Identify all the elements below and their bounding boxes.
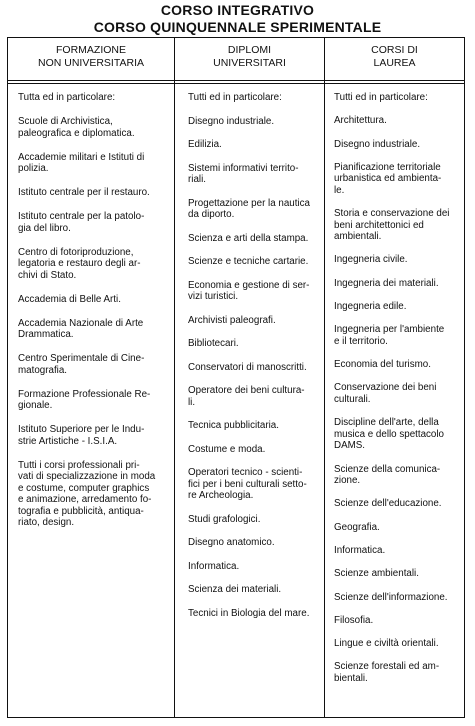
list-item-line: ambientali.: [334, 231, 382, 243]
list-item-line: Operatori tecnico - scienti-: [188, 467, 303, 478]
list-item: [334, 638, 462, 650]
list-item: [334, 278, 462, 290]
list-item: [188, 163, 322, 186]
list-item-line: Archivisti paleografi.: [188, 314, 276, 326]
column-header-line: CORSI DI: [371, 44, 418, 56]
column-header-formazione: [10, 44, 172, 69]
column-header-line: LAUREA: [373, 56, 416, 69]
list-item-line: Informatica.: [188, 560, 240, 572]
list-item: [188, 385, 322, 408]
list-item-line: Scienza dei materiali.: [188, 584, 282, 595]
list-item: [334, 139, 462, 151]
list-item-line: matografia.: [18, 364, 68, 376]
list-item-line: vizi turistici.: [188, 291, 239, 302]
list-item-line: Scienza e arti della stampa.: [188, 232, 309, 244]
list-item-line: Scienze ambientali.: [334, 568, 419, 580]
list-item-line: Costume e moda.: [188, 443, 266, 455]
list-item-line: musica e dello spettacolo: [334, 428, 445, 440]
list-item: [188, 561, 322, 573]
list-item-line: Formazione Professionale Re-: [18, 388, 151, 400]
list-item: [334, 464, 462, 487]
list-item-line: Ingegneria dei materiali.: [334, 277, 439, 289]
list-item-line: Ingegneria edile.: [334, 301, 407, 313]
list-item-line: Accademia Nazionale di Arte: [18, 317, 144, 329]
list-item: [334, 301, 462, 313]
list-item-line: beni architettonici ed: [334, 219, 424, 231]
list-item-line: Tutti ed in particolare:: [188, 92, 282, 103]
list-item-line: chivi di Stato.: [18, 269, 77, 281]
list-item: [18, 152, 168, 175]
list-item: [18, 116, 168, 139]
list-item: [18, 211, 168, 234]
list-item-line: Discipline dell'arte, della: [334, 417, 439, 429]
list-item: [188, 233, 322, 245]
list-item-line: Scienze dell'informazione.: [334, 591, 448, 603]
list-item-line: Accademia di Belle Arti.: [18, 293, 121, 305]
list-item-line: bientali.: [334, 672, 368, 684]
list-item-line: fici per i beni culturali setto-: [188, 478, 307, 490]
list-item: [334, 498, 462, 510]
list-item: [334, 382, 462, 405]
list-item: [188, 256, 322, 268]
list-item: [334, 522, 462, 534]
list-item: [188, 584, 322, 596]
list-item-line: Scienze forestali ed am-: [334, 661, 440, 673]
list-item: [188, 139, 322, 151]
list-item-line: Istituto Superiore per le Indu-: [18, 424, 145, 435]
list-item: [188, 537, 322, 549]
list-item-line: Sistemi informativi territo-: [188, 162, 299, 174]
list-item: [334, 92, 462, 104]
list-item: [334, 568, 462, 580]
list-item-line: Geografia.: [334, 521, 380, 533]
list-item-line: Bibliotecari.: [188, 338, 239, 349]
list-item-line: e animazione, arredamento fo-: [18, 494, 152, 505]
list-item-line: strie Artistiche - I.S.I.A.: [18, 435, 118, 447]
column-diplomi-list: [188, 92, 322, 631]
list-item-line: Ingegneria civile.: [334, 254, 408, 266]
list-item: [334, 417, 462, 452]
list-item-line: gionale.: [18, 400, 53, 411]
list-item-line: Istituto centrale per il restauro.: [18, 187, 150, 198]
list-item: [188, 608, 322, 620]
column-header-line: UNIVERSITARI: [213, 56, 286, 69]
header-divider: [7, 80, 465, 81]
list-item-line: zione.: [334, 475, 361, 487]
list-item-line: da diporto.: [188, 209, 235, 220]
page-subtitle: CORSO QUINQUENNALE SPERIMENTALE: [93, 19, 382, 35]
list-item-line: Tecnici in Biologia del mare.: [188, 607, 310, 619]
list-item: [18, 318, 168, 341]
list-item-line: le.: [334, 184, 345, 196]
column-header-line: DIPLOMI: [227, 44, 272, 56]
list-item-line: Tutti ed in particolare:: [334, 92, 428, 103]
list-item-line: Informatica.: [334, 544, 386, 556]
list-item-line: Scienze dell'educazione.: [334, 498, 442, 510]
list-item-line: Economia del turismo.: [334, 359, 431, 371]
list-item-line: paleografica e diplomatica.: [18, 127, 135, 139]
header-divider-double: [7, 83, 465, 84]
list-item: [334, 359, 462, 371]
page-title: CORSO INTEGRATIVO: [160, 2, 315, 18]
list-item: [18, 92, 168, 104]
list-item: [334, 208, 462, 243]
list-item-line: Architettura.: [334, 115, 387, 127]
list-item-line: Conservatori di manoscritti.: [188, 361, 307, 373]
list-item: [188, 444, 322, 456]
list-item-line: culturali.: [334, 393, 371, 405]
list-item-line: Filosofia.: [334, 614, 374, 626]
column-formazione-list: [18, 92, 168, 541]
list-item-line: Disegno anatomico.: [188, 537, 275, 548]
column-lauree-list: [334, 92, 462, 696]
list-item: [334, 661, 462, 684]
column-divider: [174, 37, 175, 718]
list-item: [188, 362, 322, 374]
list-item-line: vati di specializzazione in moda: [18, 471, 156, 482]
list-item-line: Operatore dei beni cultura-: [188, 385, 305, 396]
list-item-line: Ingegneria per l'ambiente: [334, 324, 445, 336]
list-item: [18, 294, 168, 306]
list-item-line: Conservazione dei beni: [334, 382, 437, 394]
list-item-line: Istituto centrale per la patolo-: [18, 211, 145, 222]
list-item-line: polizia.: [18, 163, 49, 174]
column-header-lauree: [327, 44, 462, 69]
list-item-line: riali.: [188, 174, 206, 185]
list-item-line: li.: [188, 396, 196, 408]
column-header-line: FORMAZIONE: [56, 44, 126, 56]
list-item: [334, 615, 462, 627]
list-item: [188, 420, 322, 432]
list-item-line: Edilizia.: [188, 139, 222, 150]
list-item: [188, 467, 322, 502]
list-item-line: e il territorio.: [334, 335, 388, 347]
list-item-line: legatoria e restauro degli ar-: [18, 258, 141, 269]
list-item-line: tografia e pubblicità, antiqua-: [18, 505, 144, 517]
list-item: [18, 187, 168, 199]
list-item-line: Tutti i corsi professionali pri-: [18, 459, 140, 471]
list-item: [334, 254, 462, 266]
column-header-line: NON UNIVERSITARIA: [38, 56, 144, 69]
list-item-line: Economia e gestione di ser-: [188, 279, 310, 291]
list-item-line: Scienze e tecniche cartarie.: [188, 256, 309, 267]
list-item: [334, 545, 462, 557]
list-item-line: Scuole di Archivistica,: [18, 116, 113, 127]
list-item: [18, 424, 168, 447]
list-item-line: Progettazione per la nautica: [188, 197, 310, 209]
list-item: [18, 389, 168, 412]
list-item-line: gia del libro.: [18, 222, 71, 234]
list-item-line: Disegno industriale.: [334, 138, 421, 150]
list-item: [334, 115, 462, 127]
list-item-line: Lingue e civiltà orientali.: [334, 638, 439, 650]
list-item-line: DAMS.: [334, 440, 366, 452]
list-item-line: Accademie militari e Istituti di: [18, 151, 145, 163]
list-item: [188, 198, 322, 221]
list-item: [18, 353, 168, 376]
list-item: [334, 592, 462, 604]
list-item: [18, 247, 168, 282]
list-item-line: Storia e conservazione dei: [334, 208, 450, 220]
list-item-line: Centro di fotoriproduzione,: [18, 246, 134, 258]
list-item-line: riato, design.: [18, 517, 75, 528]
list-item: [188, 338, 322, 350]
list-item-line: e costume, computer graphics: [18, 482, 150, 494]
list-item-line: Studi grafologici.: [188, 513, 261, 525]
list-item: [188, 280, 322, 303]
list-item-line: Disegno industriale.: [188, 115, 275, 127]
list-item-line: Centro Sperimentale di Cine-: [18, 353, 145, 364]
list-item-line: re Archeologia.: [188, 490, 254, 501]
list-item-line: urbanistica ed ambienta-: [334, 173, 442, 185]
list-item: [18, 460, 168, 529]
list-item-line: Tecnica pubblicitaria.: [188, 420, 279, 431]
list-item: [334, 162, 462, 197]
list-item: [188, 315, 322, 327]
list-item: [188, 514, 322, 526]
list-item: [188, 116, 322, 128]
list-item-line: Tutta ed in particolare:: [18, 92, 116, 103]
list-item-line: Scienze della comunica-: [334, 463, 441, 475]
list-item: [188, 92, 322, 104]
column-divider: [324, 37, 325, 718]
list-item: [334, 324, 462, 347]
list-item-line: Pianificazione territoriale: [334, 161, 441, 173]
column-header-diplomi: [177, 44, 322, 69]
list-item-line: Drammatica.: [18, 329, 74, 340]
